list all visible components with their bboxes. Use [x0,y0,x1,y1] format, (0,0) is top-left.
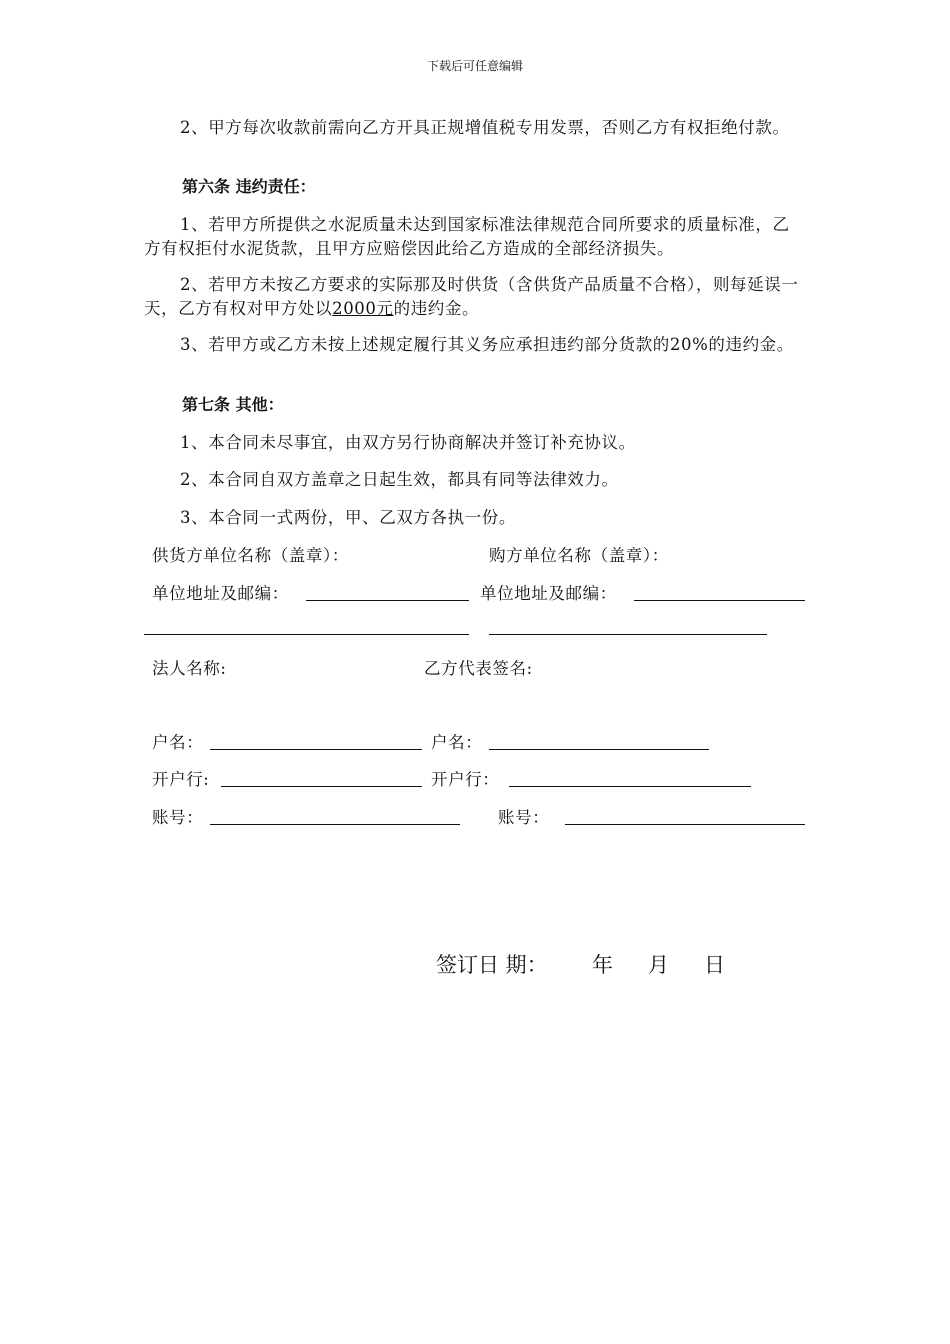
account-name-label-right: 户名： [431,733,483,752]
article6-clause-2-text: 2、若甲方未按乙方要求的实际那及时供货（含供货产品质量不合格），则每延误一天，乙方有权对甲方处以 [144,275,799,318]
article7-clause-3: 3、本合同一式两份，甲、乙双方各执一份。 [180,508,516,527]
account-name-line-left [210,749,422,750]
bank-line-right [509,786,751,787]
buyer-name-label: 购方单位名称（盖章）： [489,546,669,565]
penalty-amount: 2000元 [332,299,394,318]
page-header-note: 下载后可任意编辑 [426,59,523,73]
supplier-name-label: 供货方单位名称（盖章）： [152,546,349,565]
article7-clause-1: 1、本合同未尽事宜，由双方另行协商解决并签订补充协议。 [180,433,636,452]
supplier-address-line-2 [144,634,469,635]
legal-person-label: 法人名称: [152,659,227,678]
signing-date-year: 年 [592,953,613,977]
account-number-line-left [210,824,460,825]
account-number-label-left: 账号： [152,808,204,827]
signing-date-label: 签订日 期： [436,953,548,977]
bank-label-left: 开户行: [152,770,210,789]
article5-clause-2: 2、甲方每次收款前需向乙方开具正规增值税专用发票，否则乙方有权拒绝付款。 [180,118,790,137]
supplier-address-line [306,600,469,601]
article6-clause-1: 1、若甲方所提供之水泥质量未达到国家标准法律规范合同所要求的质量标准，乙方有权拒付水泥货款，且甲方应赔偿因此给乙方造成的全部经济损失。 [144,215,790,258]
buyer-representative-label: 乙方代表签名: [424,659,533,678]
buyer-address-line-2 [489,634,767,635]
article7-clause-2: 2、本合同自双方盖章之日起生效，都具有同等法律效力。 [180,470,619,489]
bank-line-left [221,786,422,787]
article6-title: 第六条 违约责任： [182,177,316,196]
signing-date-month: 月 [648,953,669,977]
buyer-address-line [634,600,805,601]
article7-title: 第七条 其他： [182,395,284,414]
bank-label-right: 开户行： [431,770,500,789]
account-name-label-left: 户名： [152,733,204,752]
account-number-line-right [565,824,805,825]
article6-clause-3: 3、若甲方或乙方未按上述规定履行其义务应承担违约部分货款的20%的违约金。 [180,335,794,354]
article6-clause-2 [144,273,806,321]
buyer-address-label: 单位地址及邮编： [480,584,617,603]
account-name-line-right [489,749,709,750]
supplier-address-label: 单位地址及邮编： [152,584,289,603]
account-number-label-right: 账号： [498,808,550,827]
article6-clause-2-tail: 的违约金。 [393,299,480,318]
signing-date-day: 日 [704,953,725,977]
